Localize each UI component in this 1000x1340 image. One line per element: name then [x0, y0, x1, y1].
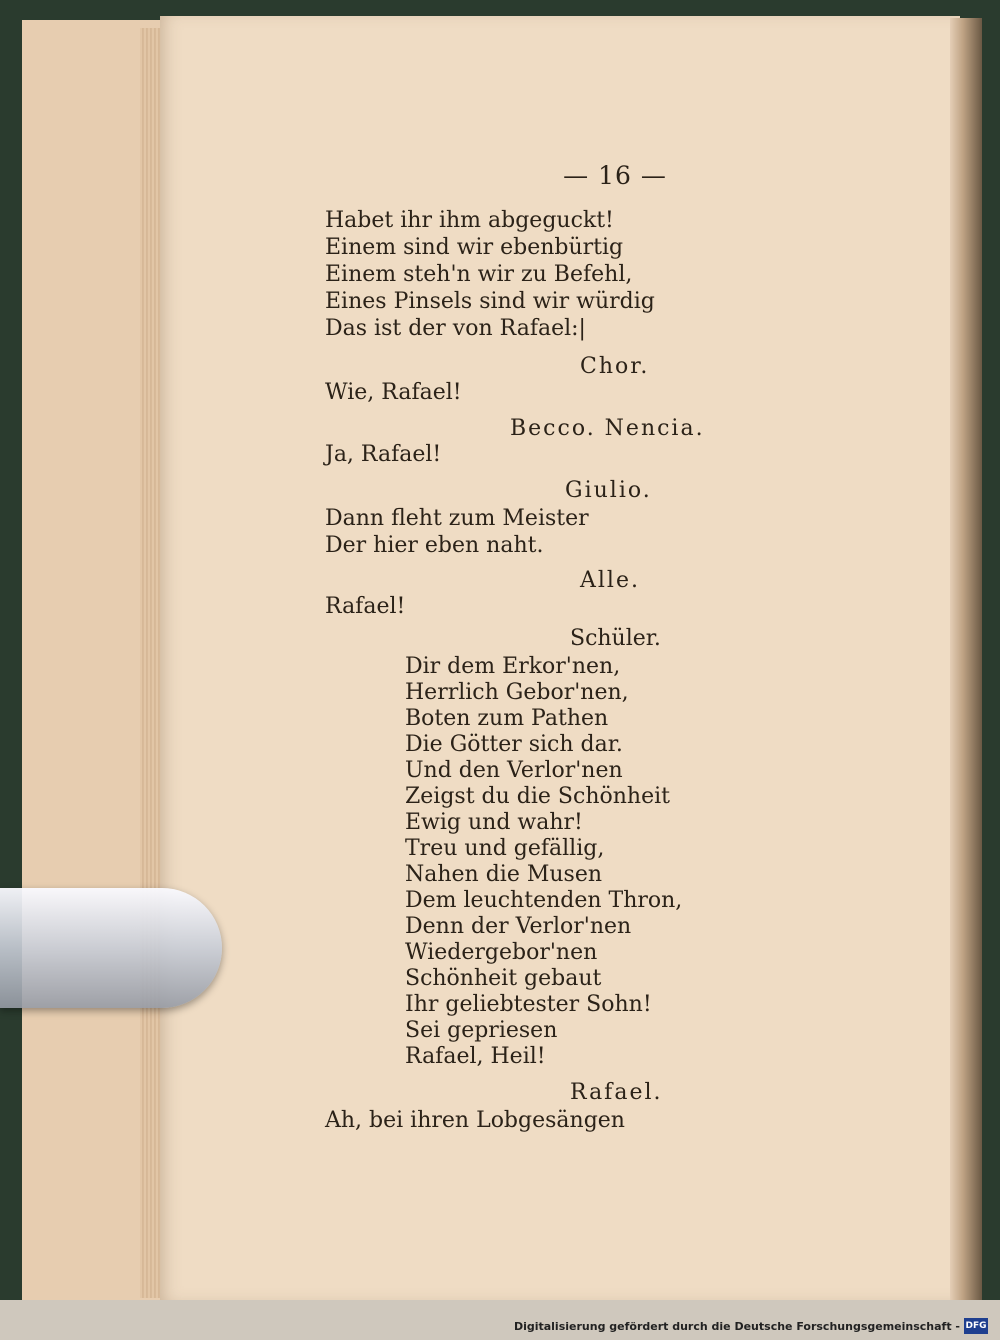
footer-credit: Digitalisierung gefördert durch die Deutsche Forschungsgemeinschaft - — [513, 1320, 960, 1333]
verse-line: Habet ihr ihm abgeguckt! — [325, 208, 614, 233]
speaker-schueler: Schüler. — [570, 626, 661, 651]
page-number: — 16 — — [563, 161, 667, 190]
verse-line: Dir dem Erkor'nen, — [405, 654, 621, 679]
verse-line: Ja, Rafael! — [325, 442, 442, 467]
verse-line: Wie, Rafael! — [325, 380, 462, 405]
verse-line: Ah, bei ihren Lobgesängen — [325, 1108, 625, 1133]
speaker-becco-nencia: Becco. Nencia. — [510, 416, 705, 441]
dfg-logo: DFG — [964, 1318, 988, 1334]
verse-line: Dem leuchtenden Thron, — [405, 888, 683, 913]
speaker-alle: Alle. — [580, 568, 640, 593]
verse-line: Einem steh'n wir zu Befehl, — [325, 262, 633, 287]
verse-line: Denn der Verlor'nen — [405, 914, 632, 939]
verse-line: Sei gepriesen — [405, 1018, 558, 1043]
binding-shadow — [950, 18, 982, 1300]
page-text — [160, 16, 950, 1300]
page-edges — [140, 28, 162, 1298]
speaker-giulio: Giulio. — [565, 478, 652, 503]
verse-line: Das ist der von Rafael:| — [325, 316, 586, 341]
verse-line: Herrlich Gebor'nen, — [405, 680, 629, 705]
verse-line: Ihr geliebtester Sohn! — [405, 992, 652, 1017]
verse-line: Rafael, Heil! — [405, 1044, 546, 1069]
verse-line: Boten zum Pathen — [405, 706, 609, 731]
speaker-rafael: Rafael. — [570, 1080, 663, 1105]
verse-line: Einem sind wir ebenbürtig — [325, 235, 624, 260]
verse-line: Treu und gefällig, — [405, 836, 605, 861]
verse-line: Rafael! — [325, 594, 406, 619]
verse-line: Eines Pinsels sind wir würdig — [325, 289, 655, 314]
verse-line: Der hier eben naht. — [325, 533, 544, 558]
verse-line: Wiedergebor'nen — [405, 940, 598, 965]
verse-line: Ewig und wahr! — [405, 810, 583, 835]
speaker-chor: Chor. — [580, 354, 650, 379]
verse-line: Zeigst du die Schönheit — [405, 784, 670, 809]
verse-line: Die Götter sich dar. — [405, 732, 623, 757]
verse-line: Nahen die Musen — [405, 862, 603, 887]
verse-line: Schönheit gebaut — [405, 966, 602, 991]
page-holder-tab — [0, 888, 222, 1008]
verse-line: Und den Verlor'nen — [405, 758, 623, 783]
verse-line: Dann fleht zum Meister — [325, 506, 589, 531]
